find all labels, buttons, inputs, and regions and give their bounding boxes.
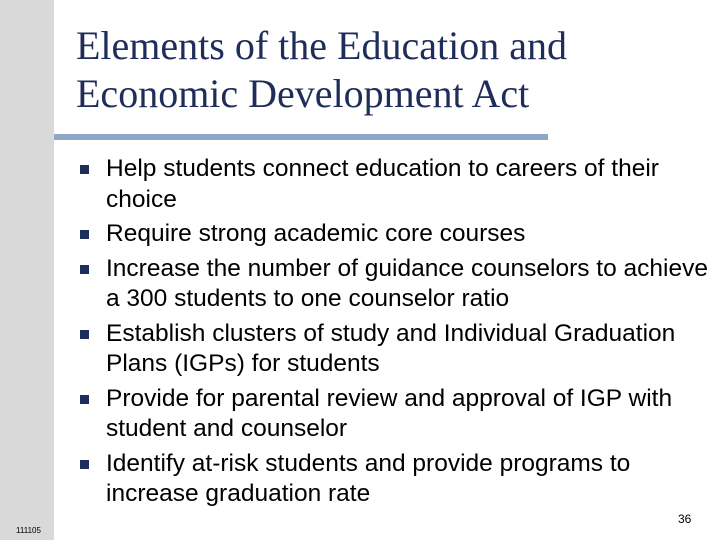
bullet-item bbox=[80, 449, 710, 510]
bullet-item bbox=[80, 254, 710, 315]
bullet-item bbox=[80, 154, 710, 215]
square-bullet-icon bbox=[80, 460, 89, 469]
page-number: 36 bbox=[678, 512, 692, 526]
bullet-item bbox=[80, 219, 710, 250]
square-bullet-icon bbox=[80, 230, 89, 239]
square-bullet-icon bbox=[80, 265, 89, 274]
bullet-text: Identify at-risk students and provide programs to increase graduation rate bbox=[106, 449, 631, 507]
bullet-item bbox=[80, 384, 710, 445]
square-bullet-icon bbox=[80, 395, 89, 404]
square-bullet-icon bbox=[80, 330, 89, 339]
slide-code: 111105 bbox=[16, 526, 41, 535]
left-side-bar bbox=[0, 0, 54, 540]
title-underline bbox=[54, 134, 548, 140]
bullet-text: Establish clusters of study and Individual Graduation Plans (IGPs) for students bbox=[106, 319, 676, 377]
bullet-text: Increase the number of guidance counselors to achieve a 300 students to one counselor ratio bbox=[106, 254, 708, 312]
bullet-item bbox=[80, 319, 710, 380]
bullet-list bbox=[80, 154, 710, 514]
bullet-text: Help students connect education to careers of their choice bbox=[106, 155, 659, 213]
title-line-1: Elements of the Education and bbox=[76, 23, 567, 68]
title-line-2: Economic Development Act bbox=[76, 71, 530, 116]
square-bullet-icon bbox=[80, 165, 89, 174]
bullet-text: Provide for parental review and approval of IGP with student and counselor bbox=[106, 384, 673, 442]
bullet-text: Require strong academic core courses bbox=[106, 220, 526, 247]
slide-title bbox=[76, 22, 696, 118]
